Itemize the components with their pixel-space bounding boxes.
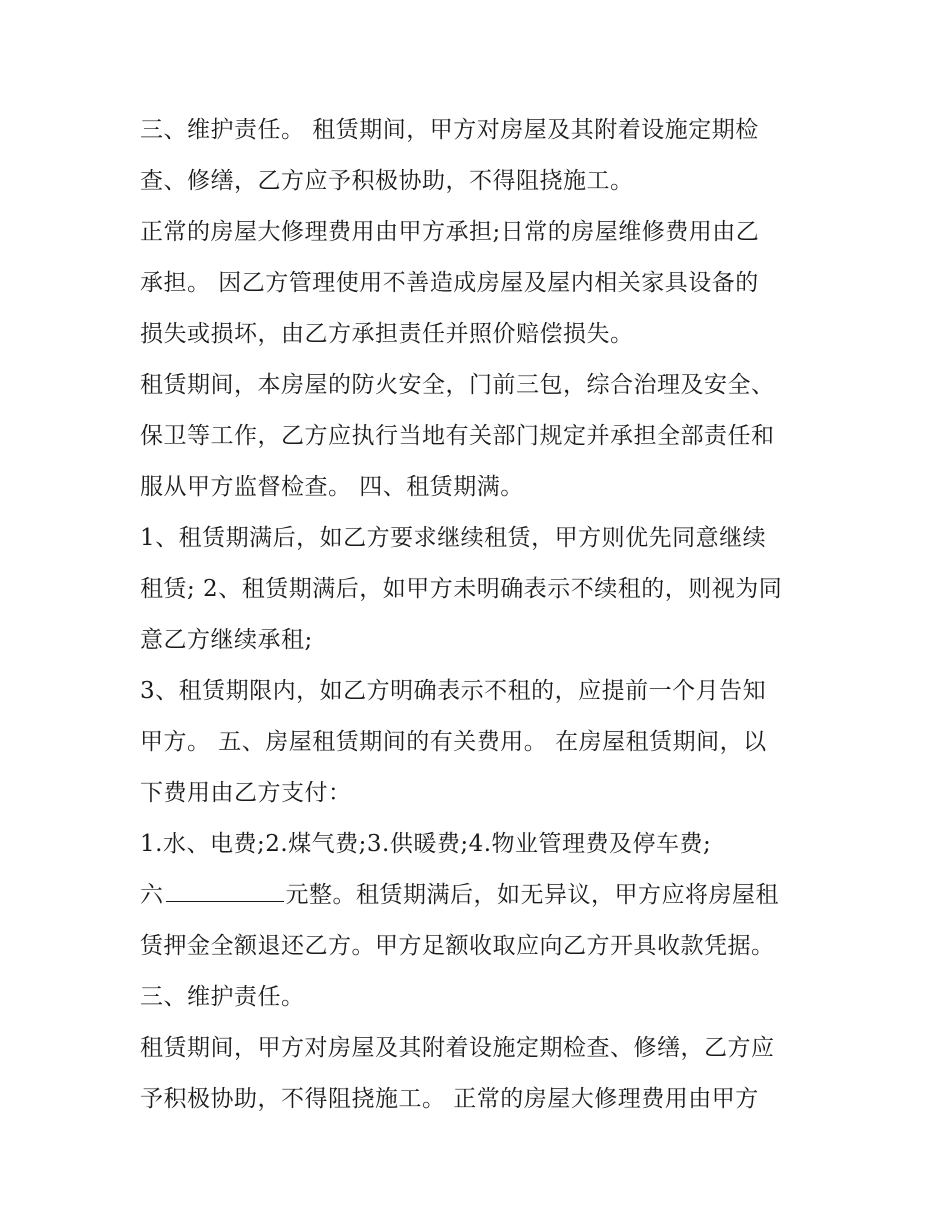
text-line: 赁押金全额退还乙方。甲方足额收取应向乙方开具收款凭据。 — [140, 933, 775, 959]
text-line: 正常的房屋大修理费用由甲方承担;日常的房屋维修费用由乙 — [140, 219, 760, 245]
text-line: 1、租赁期满后，如乙方要求继续租赁，甲方则优先同意继续 — [140, 525, 767, 551]
text-line: 租赁; 2、租赁期满后，如甲方未明确表示不续租的，则视为同 — [140, 576, 783, 602]
amount-blank — [166, 871, 284, 902]
text-line: 下费用由乙方支付： — [140, 780, 352, 806]
text-line: 损失或损坏，由乙方承担责任并照价赔偿损失。 — [140, 321, 634, 347]
text-line: 意乙方继续承租; — [140, 627, 313, 653]
text-line: 查、修缮，乙方应予积极协助，不得阻挠施工。 — [140, 168, 634, 194]
text-line: 3、租赁期限内，如乙方明确表示不租的，应提前一个月告知 — [140, 678, 767, 704]
text-line: 1.水、电费;2.煤气费;3.供暖费;4.物业管理费及停车费; — [140, 831, 712, 857]
document-body — [140, 105, 820, 1125]
text-line: 三、维护责任。 租赁期间，甲方对房屋及其附着设施定期检 — [140, 117, 759, 143]
deposit-line-prefix: 六 — [140, 882, 164, 908]
deposit-line — [140, 870, 820, 921]
text-line: 承担。 因乙方管理使用不善造成房屋及屋内相关家具设备的 — [140, 270, 759, 296]
deposit-line-suffix: 元整。租赁期满后，如无异议，甲方应将房屋租 — [285, 882, 779, 908]
text-line: 予积极协助，不得阻挠施工。 正常的房屋大修理费用由甲方 — [140, 1086, 759, 1112]
text-line: 三、维护责任。 — [140, 984, 305, 1010]
text-line: 服从甲方监督检查。 四、租赁期满。 — [140, 474, 524, 500]
text-line: 保卫等工作，乙方应执行当地有关部门规定并承担全部责任和 — [140, 423, 775, 449]
text-line: 租赁期间，甲方对房屋及其附着设施定期检查、修缮，乙方应 — [140, 1035, 775, 1061]
text-line: 租赁期间，本房屋的防火安全，门前三包，综合治理及安全、 — [140, 372, 775, 398]
text-line: 甲方。 五、房屋租赁期间的有关费用。 在房屋租赁期间，以 — [140, 729, 767, 755]
